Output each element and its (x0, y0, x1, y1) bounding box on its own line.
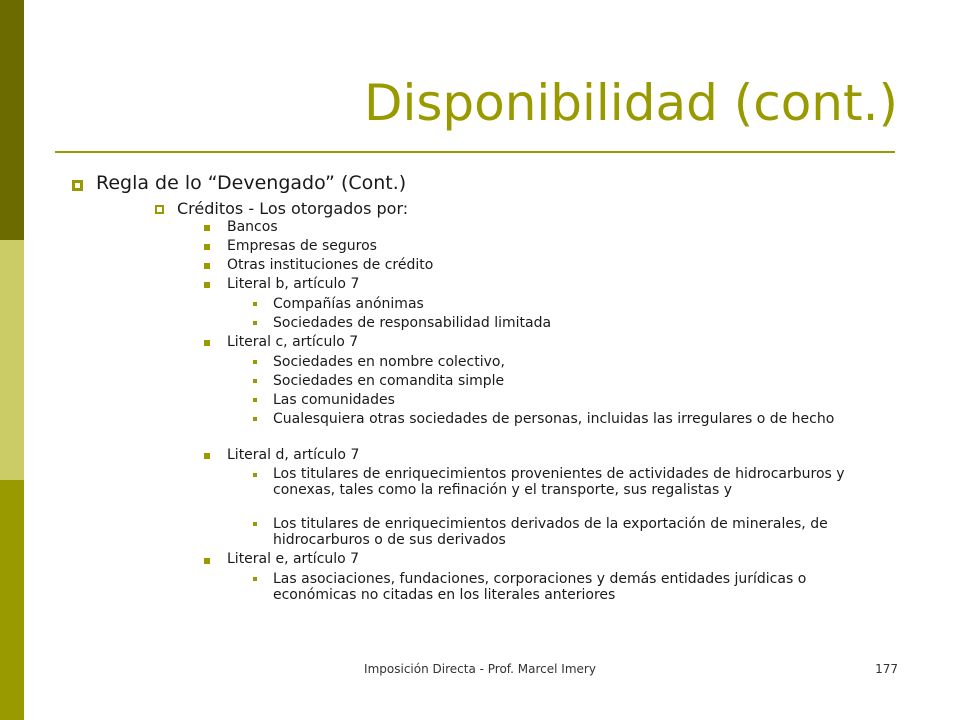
level4-item: Sociedades en comandita simple (273, 373, 505, 389)
level3-bullet-icon (204, 340, 210, 346)
level2-bullet-icon (155, 205, 164, 214)
level4-bullet-icon (253, 321, 257, 325)
level3-bullet-icon (204, 225, 210, 231)
level4-bullet-icon (253, 417, 257, 421)
level4-bullet-icon (253, 398, 257, 402)
level3-item: Literal d, artículo 7 (227, 447, 360, 463)
level3-item: Otras instituciones de crédito (227, 257, 434, 273)
level4-bullet-icon (253, 379, 257, 383)
level3-bullet-icon (204, 263, 210, 269)
level4-item: Sociedades de responsabilidad limitada (273, 315, 552, 331)
level4-item: Los titulares de enriquecimientos provenientes de actividades de hidrocarburos y conexas, tales como la refinación y el transporte, sus regalistas y (273, 466, 845, 498)
level2-item: Créditos - Los otorgados por: (177, 199, 409, 218)
level4-bullet-icon (253, 473, 257, 477)
level3-item: Bancos (227, 219, 278, 235)
level3-item: Literal e, artículo 7 (227, 551, 360, 567)
level4-bullet-icon (253, 360, 257, 364)
level3-bullet-icon (204, 244, 210, 250)
level4-item: Los titulares de enriquecimientos derivados de la exportación de minerales, de hidrocarburos o de sus derivados (273, 516, 828, 548)
page-number: 177 (875, 662, 898, 676)
level3-bullet-icon (204, 558, 210, 564)
level4-item: Las comunidades (273, 392, 395, 408)
level4-item: Cualesquiera otras sociedades de personas, incluidas las irregulares o de hecho (273, 411, 835, 427)
level4-item: Compañías anónimas (273, 296, 424, 312)
level3-item: Empresas de seguros (227, 238, 377, 254)
sidebar-band-top (0, 0, 24, 240)
footer-text: Imposición Directa - Prof. Marcel Imery (364, 662, 596, 676)
level3-item: Literal b, artículo 7 (227, 276, 360, 292)
slide-title: Disponibilidad (cont.) (363, 74, 898, 132)
level3-item: Literal c, artículo 7 (227, 334, 359, 350)
level4-bullet-icon (253, 522, 257, 526)
level3-bullet-icon (204, 282, 210, 288)
level4-item: Sociedades en nombre colectivo, (273, 354, 505, 370)
level3-bullet-icon (204, 453, 210, 459)
level1-bullet-icon (72, 180, 83, 191)
title-divider (55, 151, 895, 153)
level4-item: Las asociaciones, fundaciones, corporaciones y demás entidades jurídicas o económicas no citadas en los literales anteriores (273, 571, 807, 603)
level4-bullet-icon (253, 577, 257, 581)
level1-item: Regla de lo “Devengado” (Cont.) (96, 172, 407, 194)
sidebar-band-bottom (0, 480, 24, 720)
sidebar-band-middle (0, 240, 24, 480)
level4-bullet-icon (253, 302, 257, 306)
